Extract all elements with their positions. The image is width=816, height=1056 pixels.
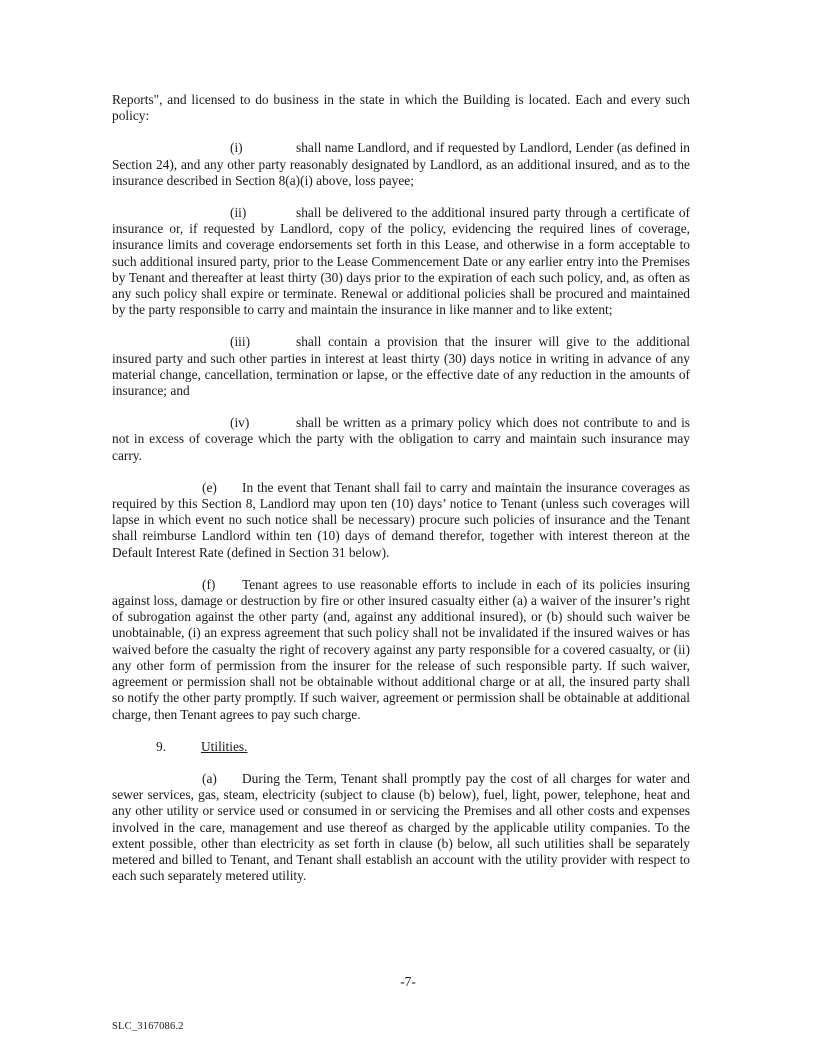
paragraph-text: Tenant agrees to use reasonable efforts to include in each of its policies insuring against loss, damage or destruction by fire or other insured casualty either (a) a waiver of the insurer’s right of subrogation against the other party (and, against any additional insured), or (b) should such waiver be unobtainable, (i) an express agreement that such policy shall not be invalidated if the insured waives or has waived before the casualty the right of recovery against any party responsible for a covered casualty, or (ii) any other form of permission from the insurer for the release of such responsible party. If such waiver, agreement or permission shall not be obtainable without additional charge or at all, the insured party shall so notify the other party promptly. If such waiver, agreement or permission shall be obtainable at additional charge, then Tenant agrees to pay such charge. [112,576,690,722]
clause-marker: (iii) [230,334,251,350]
clause-ii [112,205,690,318]
clause-text: shall contain a provision that the insurer will give to the additional insured party and such other parties in interest at least thirty (30) days notice in writing in advance of any material change, cancellation, termination or lapse, or the effective date of any reduction in the amounts of insurance; and [112,334,690,399]
clause-marker: (ii) [230,205,247,221]
section-title: Utilities. [201,738,248,754]
section-heading-utilities [112,739,690,755]
document-id: SLC_3167086.2 [112,1021,184,1032]
paragraph-9a [112,771,690,884]
clause-marker: (iv) [230,415,250,431]
paragraph-text: In the event that Tenant shall fail to carry and maintain the insurance coverages as required by this Section 8, Landlord may upon ten (10) days’ notice to Tenant (unless such coverages will lapse in which event no such notice shall be necessary) procure such policies of insurance and the Tenant shall reimburse Landlord within ten (10) days of demand therefor, together with interest thereon at the Default Interest Rate (defined in Section 31 below). [112,479,690,560]
clause-iii [112,334,690,399]
document-body [112,92,690,900]
clause-iv [112,415,690,464]
paragraph-marker: (f) [202,576,216,592]
clause-marker: (i) [230,140,243,156]
paragraph-marker: (a) [202,770,217,786]
paragraph-text: During the Term, Tenant shall promptly pay the cost of all charges for water and sewer services, gas, steam, electricity (subject to clause (b) below), fuel, light, power, telephone, heat and any other utility or service used or consumed in or servicing the Premises and all other costs and expenses involved in the care, management and use thereof as charged by the applicable utility companies. To the extent possible, other than electricity as set forth in clause (b) below, all such utilities shall be separately metered and billed to Tenant, and Tenant shall establish an account with the utility provider with respect to each such separately metered utility. [112,770,690,884]
page-number: -7- [400,974,416,989]
paragraph-f [112,577,690,723]
clause-text: shall be written as a primary policy which does not contribute to and is not in excess of coverage which the party with the obligation to carry and maintain such insurance may carry. [112,415,690,463]
clause-text: shall be delivered to the additional insured party through a certificate of insurance or, if requested by Landlord, copy of the policy, evidencing the required lines of coverage, insurance limits and coverage endorsements set forth in this Lease, and otherwise in a form acceptable to such additional insured party, prior to the Lease Commencement Date or any earlier entry into the Premises by Tenant and thereafter at least thirty (30) days prior to the expiration of each such policy, and, as often as any such policy shall expire or terminate. Renewal or additional policies shall be procured and maintained by the party responsible to carry and maintain the insurance in like manner and to like extent; [112,205,690,318]
section-number: 9. [156,738,167,754]
paragraph-marker: (e) [202,479,217,495]
clause-text: shall name Landlord, and if requested by Landlord, Lender (as defined in Section 24), and any other party reasonably designated by Landlord, as an additional insured, and as to the insurance described in Section 8(a)(i) above, loss payee; [112,140,690,188]
paragraph-e [112,480,690,561]
clause-i [112,140,690,189]
intro-paragraph: Reports", and licensed to do business in the state in which the Building is located. Each and every such policy: [112,92,690,124]
